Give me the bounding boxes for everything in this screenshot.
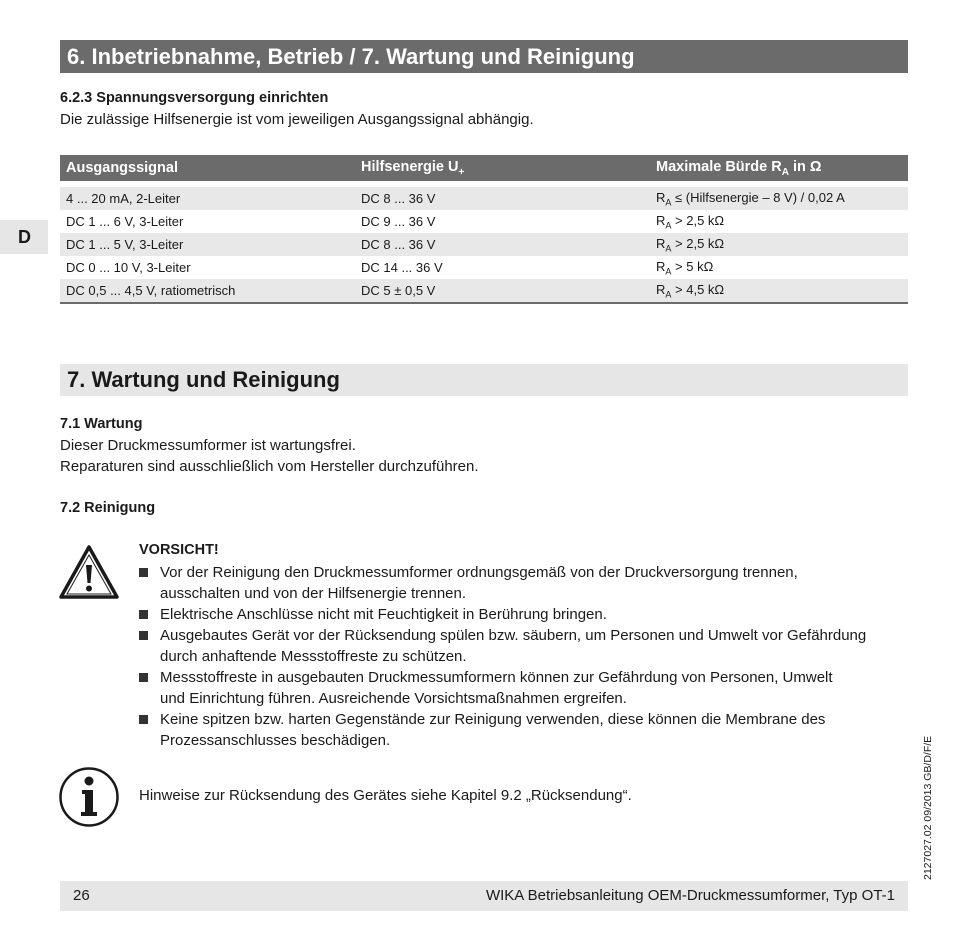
bullet-square-icon [139, 610, 148, 619]
table-row [60, 187, 908, 210]
burden-value: ≤ (Hilfsenergie – 8 V) / 0,02 A [671, 189, 845, 205]
document-code-text: 2127027.02 09/2013 GB/D/F/E [922, 735, 934, 880]
supply-table [60, 155, 908, 304]
cell-burden [650, 233, 908, 256]
cell-supply: DC 9 ... 36 V [361, 214, 436, 229]
burden-symbol: R [656, 258, 666, 274]
table-row [60, 210, 908, 233]
cell-supply: DC 8 ... 36 V [355, 233, 650, 256]
table-row [60, 233, 908, 256]
list-item [139, 604, 909, 625]
burden-value: > 2,5 kΩ [671, 235, 725, 251]
section-623-heading: 6.2.3 Spannungsversorgung einrichten [60, 90, 329, 106]
bullet-square-icon [139, 568, 148, 577]
page-footer [60, 881, 908, 911]
bullet-square-icon [139, 673, 148, 682]
section-71-line1: Dieser Druckmessumformer ist wartungsfrei. [60, 437, 356, 454]
cell-burden [650, 187, 908, 210]
list-item [139, 709, 909, 751]
bullet-line: ausschalten und von der Hilfsenergie trennen. [160, 585, 467, 602]
burden-value: > 2,5 kΩ [671, 212, 725, 228]
col-header-supply [355, 155, 650, 181]
cell-burden [650, 210, 908, 233]
col-header-supply-main: Hilfsenergie U [361, 158, 459, 175]
caution-list [139, 562, 909, 751]
burden-value: > 4,5 kΩ [671, 281, 725, 297]
document-code [922, 720, 942, 880]
bullet-line: Messstoffreste in ausgebauten Druckmessumformern können zur Gefährdung von Personen, Umwelt [160, 669, 833, 686]
bullet-line: Prozessanschlusses beschädigen. [160, 732, 391, 749]
cell-burden [650, 279, 908, 303]
info-text: Hinweise zur Rücksendung des Gerätes siehe Kapitel 9.2 „Rücksendung“. [139, 787, 632, 804]
col-header-burden-sub: A [781, 166, 789, 178]
cell-supply: DC 14 ... 36 V [361, 260, 443, 275]
info-icon [58, 766, 120, 828]
cell-signal: DC 0,5 ... 4,5 V, ratiometrisch [60, 279, 355, 303]
bullet-square-icon [139, 715, 148, 724]
section-623-text: Die zulässige Hilfsenergie ist vom jeweiligen Ausgangssignal abhängig. [60, 111, 534, 128]
burden-sub: A [665, 243, 672, 254]
burden-symbol: R [656, 212, 666, 228]
section-72-heading: 7.2 Reinigung [60, 500, 156, 516]
bullet-line: Elektrische Anschlüsse nicht mit Feuchtigkeit in Berührung bringen. [160, 606, 607, 623]
list-item [139, 562, 909, 604]
bullet-line: Ausgebautes Gerät vor der Rücksendung spülen bzw. säubern, um Personen und Umwelt vor Gefährdung [160, 627, 867, 644]
col-header-burden-post: in Ω [788, 158, 822, 175]
burden-value: > 5 kΩ [671, 258, 714, 274]
col-header-burden-pre: Maximale Bürde R [656, 158, 782, 175]
burden-symbol: R [656, 281, 666, 297]
bullet-line: Vor der Reinigung den Druckmessumformer ordnungsgemäß von der Druckversorgung trennen, [160, 564, 798, 581]
caution-label: VORSICHT! [139, 542, 219, 558]
col-header-supply-sub: + [458, 166, 465, 178]
cell-signal: DC 1 ... 5 V, 3-Leiter [60, 233, 355, 256]
cell-supply: DC 8 ... 36 V [355, 187, 650, 210]
cell-signal: 4 ... 20 mA, 2-Leiter [60, 187, 355, 210]
burden-sub: A [665, 266, 672, 277]
section-71-heading: 7.1 Wartung [60, 416, 143, 432]
col-header-burden [650, 155, 908, 181]
footer-doc-title: WIKA Betriebsanleitung OEM-Druckmessumformer, Typ OT-1 [485, 887, 895, 904]
bullet-square-icon [139, 631, 148, 640]
table-header-row [60, 155, 908, 181]
cell-signal: DC 0 ... 10 V, 3-Leiter [66, 260, 191, 275]
table-row [60, 256, 908, 279]
burden-sub: A [665, 220, 672, 231]
page-number: 26 [73, 887, 90, 904]
chapter-header: 6. Inbetriebnahme, Betrieb / 7. Wartung und Reinigung [60, 40, 908, 73]
section-71-line2: Reparaturen sind ausschließlich vom Hersteller durchzuführen. [60, 458, 479, 475]
burden-sub: A [665, 289, 672, 300]
bullet-line: Keine spitzen bzw. harten Gegenstände zur Reinigung verwenden, diese können die Membrane des [160, 711, 826, 728]
col-header-signal: Ausgangssignal [60, 155, 355, 181]
language-tab: D [0, 220, 48, 254]
burden-sub: A [665, 197, 672, 208]
bullet-line: durch anhaftende Messstoffreste zu schützen. [160, 648, 467, 665]
list-item [139, 667, 909, 709]
cell-burden [650, 256, 908, 279]
cell-supply: DC 5 ± 0,5 V [355, 279, 650, 303]
burden-symbol: R [656, 235, 666, 251]
burden-symbol: R [656, 189, 666, 205]
warning-triangle-icon [58, 544, 120, 600]
bullet-line: und Einrichtung führen. Ausreichende Vorsichtsmaßnahmen ergreifen. [160, 690, 627, 707]
section-7-header: 7. Wartung und Reinigung [60, 364, 908, 396]
table-row [60, 279, 908, 303]
list-item [139, 625, 909, 667]
cell-signal: DC 1 ... 6 V, 3-Leiter [66, 214, 184, 229]
